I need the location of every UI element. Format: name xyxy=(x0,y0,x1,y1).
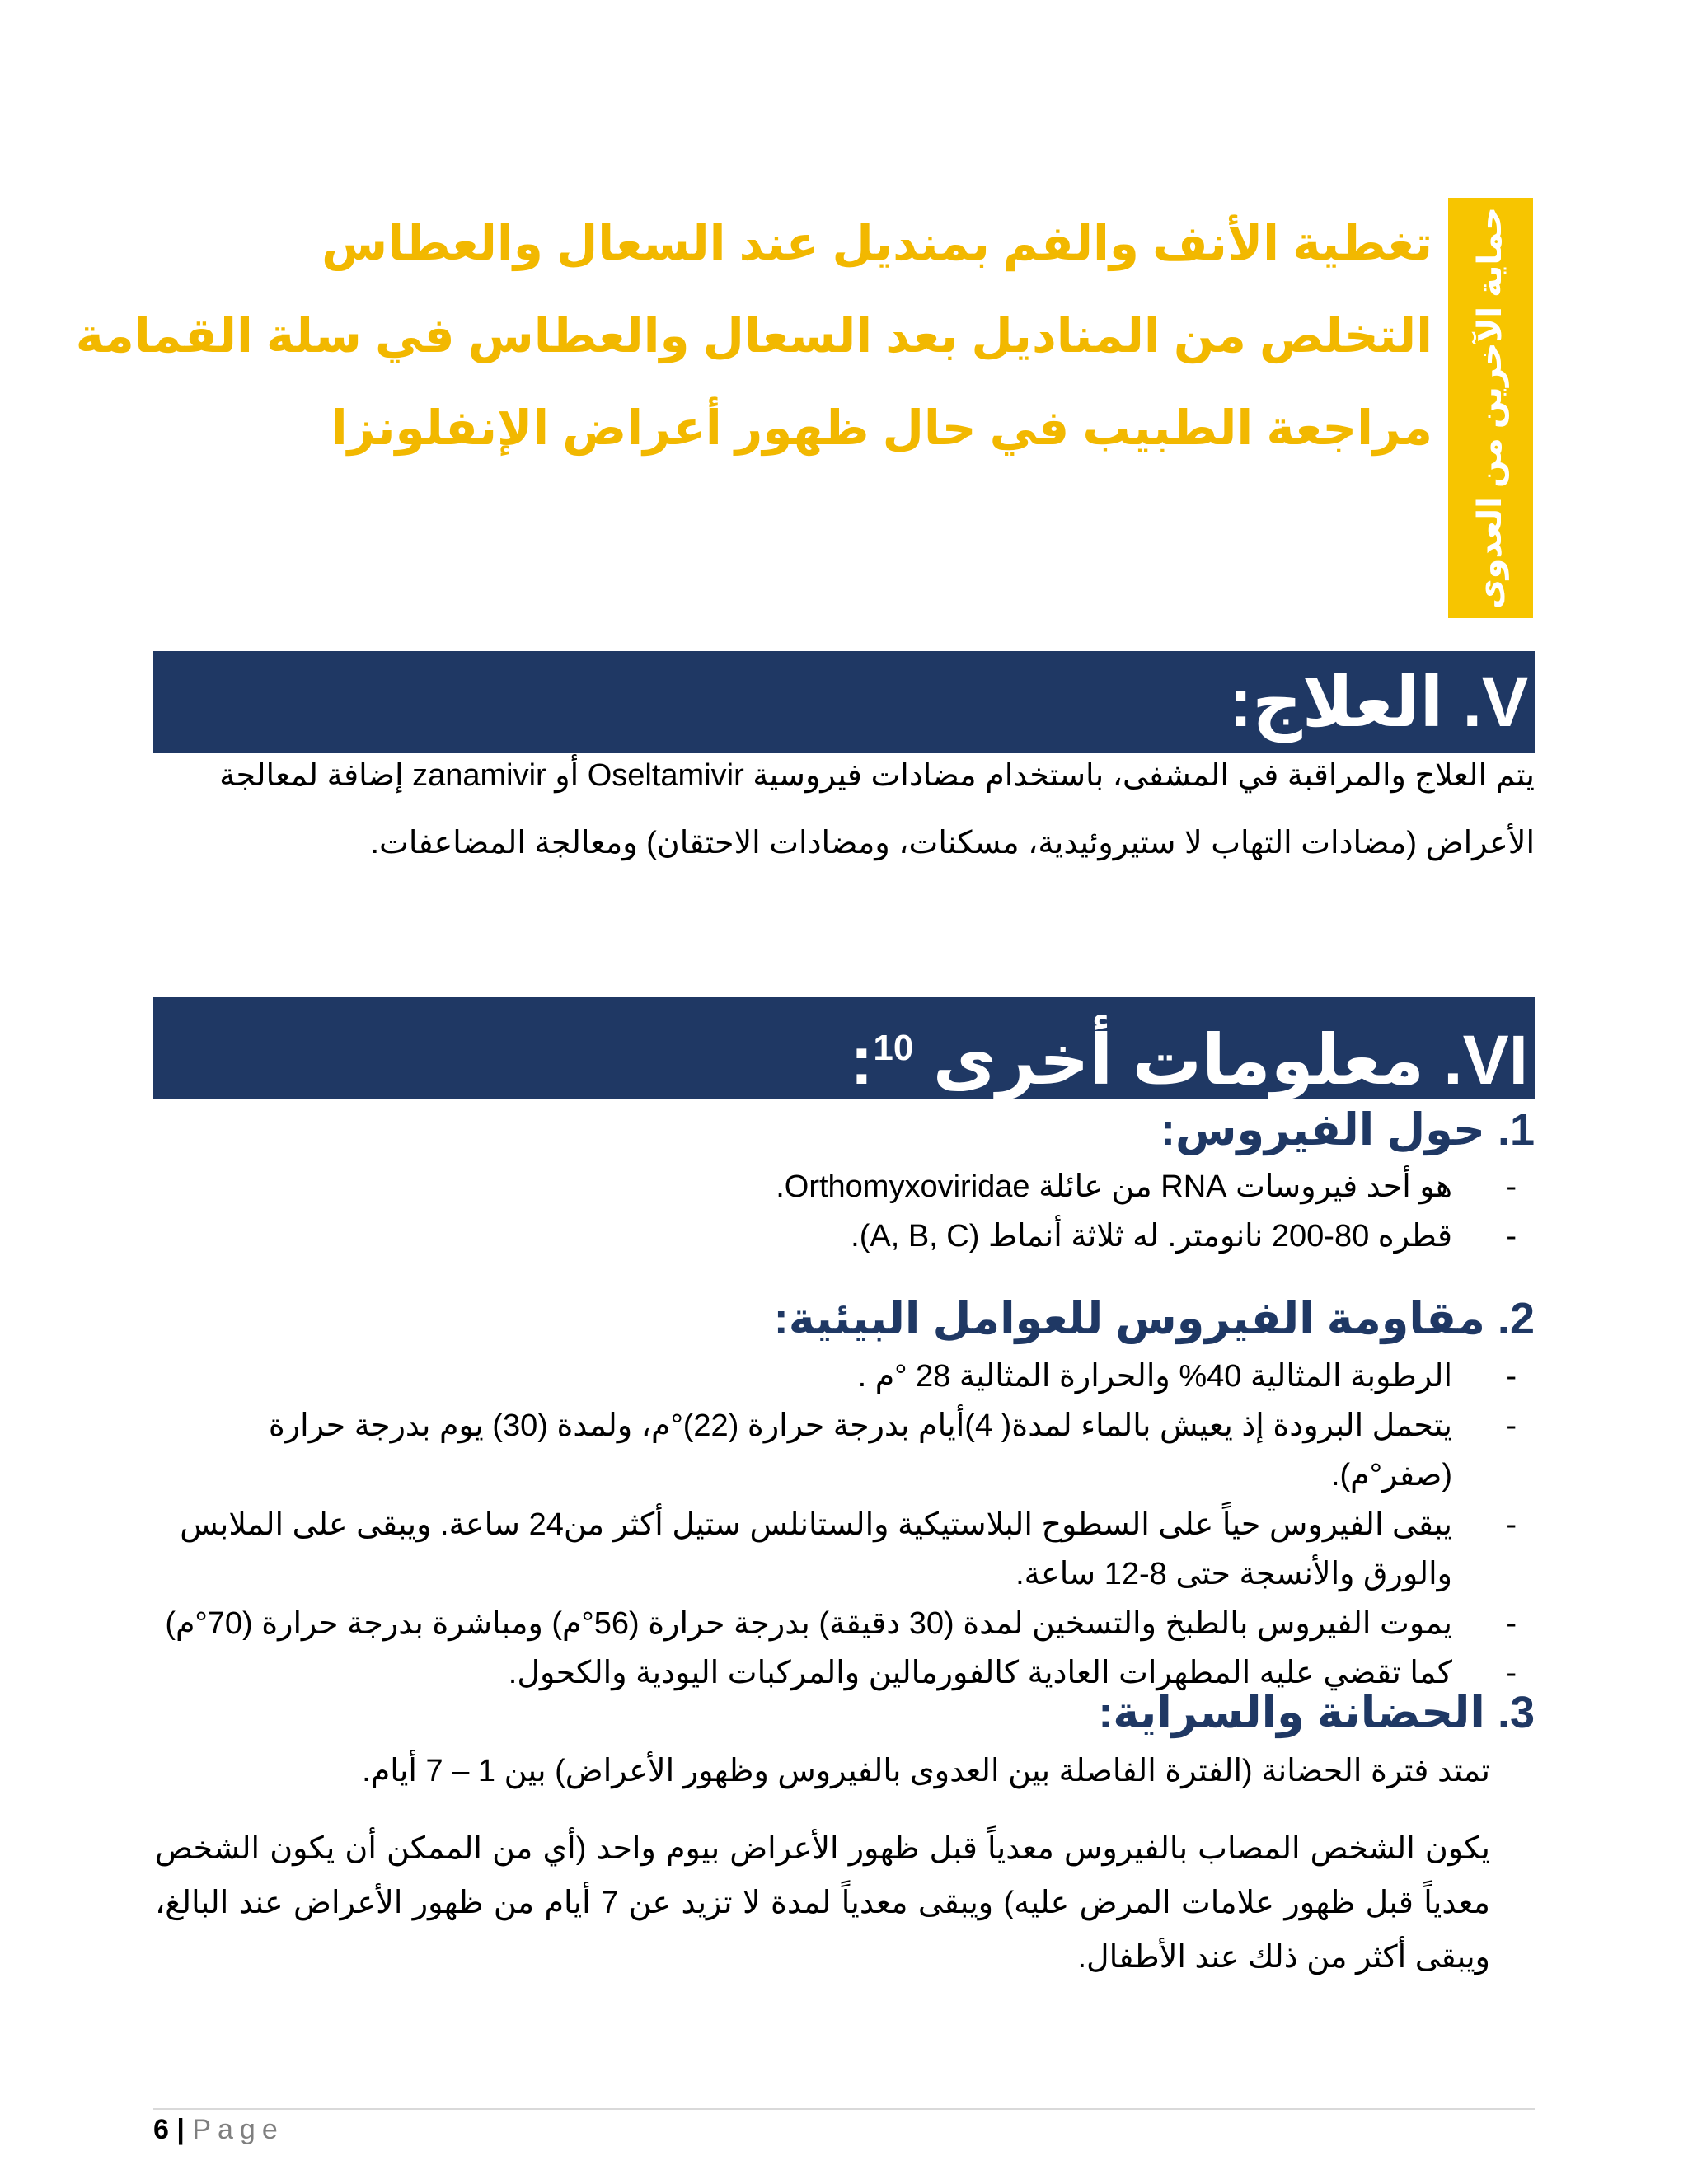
list-item-text: هو أحد فيروسات RNA من عائلة Orthomyxoviridae. xyxy=(776,1169,1452,1204)
list-item xyxy=(150,1162,1535,1212)
section-heading-text: VI. معلومات أخرى xyxy=(932,1021,1528,1099)
page-number: 6 xyxy=(153,2114,169,2145)
section-heading: V. العلاج: xyxy=(1229,663,1528,741)
page-footer xyxy=(153,2114,284,2146)
incubation-paragraph: تمتد فترة الحضانة (الفترة الفاصلة بين العدوى بالفيروس وظهور الأعراض) بين 1 – 7 أيام. xyxy=(362,1754,1490,1788)
heading-colon: : xyxy=(850,1021,874,1099)
page-label: Page xyxy=(192,2114,284,2145)
virus-facts-list xyxy=(150,1162,1535,1261)
footnote-ref: 10 xyxy=(873,1028,914,1068)
dash-bullet: - xyxy=(1506,1656,1517,1690)
dash-bullet: - xyxy=(1506,1169,1517,1204)
list-item-text: كما تقضي عليه المطهرات العادية كالفورمالين والمركبات اليودية والكحول. xyxy=(508,1656,1452,1690)
dash-bullet: - xyxy=(1506,1219,1517,1254)
protection-item: مراجعة الطبيب في حال ظهور أعراض الإنفلونزا xyxy=(331,401,1432,455)
list-item-text: يتحمل البرودة إذ يعيش بالماء لمدة( 4)أيام بدرجة حرارة (22)°م، ولمدة (30) يوم بدرجة حرارة (صفر°م). xyxy=(268,1408,1452,1493)
section-heading xyxy=(153,997,1528,1111)
list-item-text: يبقى الفيروس حياً على السطوح البلاستيكية والستانلس ستيل أكثر من24 ساعة. ويبقى على الملابس والورق والأنسجة حتى 8-12 ساعة. xyxy=(180,1507,1452,1591)
subsection-title: 3. الحضانة والسراية: xyxy=(1098,1688,1535,1737)
list-item-text: يموت الفيروس بالطبخ والتسخين لمدة (30 دقيقة) بدرجة حرارة (56°م) ومباشرة بدرجة حرارة (70°م) xyxy=(165,1606,1452,1641)
footer-divider xyxy=(153,2108,1535,2110)
list-item xyxy=(150,1212,1535,1261)
protection-item: تغطية الأنف والفم بمنديل عند السعال والعطاس xyxy=(321,217,1432,270)
list-item xyxy=(150,1500,1535,1599)
protection-tab-label: حماية الآخرين من العدوى xyxy=(1472,206,1509,610)
section-header-other-info xyxy=(153,997,1535,1099)
list-item xyxy=(150,1352,1535,1401)
protection-tab xyxy=(1448,198,1533,618)
subsection-title: 2. مقاومة الفيروس للعوامل البيئية: xyxy=(773,1294,1535,1343)
treatment-paragraph-line: الأعراض (مضادات التهاب لا ستيروئيدية، مسكنات، ومضادات الاحتقان) ومعالجة المضاعفات. xyxy=(370,826,1535,860)
dash-bullet: - xyxy=(1506,1606,1517,1641)
list-item xyxy=(150,1401,1535,1500)
list-item-text: الرطوبة المثالية 40% والحرارة المثالية 28 °م . xyxy=(857,1359,1452,1394)
protection-item: التخلص من المناديل بعد السعال والعطاس في سلة القمامة xyxy=(75,309,1432,363)
subsection-title: 1. حول الفيروس: xyxy=(1160,1105,1535,1155)
list-item-text: قطره 80-200 نانومتر. له ثلاثة أنماط (A, B, C). xyxy=(851,1219,1452,1254)
dash-bullet: - xyxy=(1506,1507,1517,1542)
contagion-paragraph: يكون الشخص المصاب بالفيروس معدياً قبل ظهور الأعراض بيوم واحد (أي من الممكن أن يكون الشخص معدياً قبل ظهور علامات المرض عليه) ويبقى معدياً لمدة لا تزيد عن 7 أيام من ظهور الأعراض عند البالغ، ويبقى أكثر من ذلك عند الأطفال. xyxy=(155,1831,1491,1975)
treatment-paragraph-line: يتم العلاج والمراقبة في المشفى، باستخدام مضادات فيروسية Oseltamivir أو zanamivir إضافة لمعالجة xyxy=(219,758,1535,793)
footer-separator: | xyxy=(176,2114,185,2145)
section-header-treatment xyxy=(153,651,1535,753)
dash-bullet: - xyxy=(1506,1408,1517,1443)
dash-bullet: - xyxy=(1506,1359,1517,1394)
resistance-list xyxy=(150,1352,1535,1698)
list-item xyxy=(150,1599,1535,1648)
protection-list xyxy=(75,198,1432,475)
